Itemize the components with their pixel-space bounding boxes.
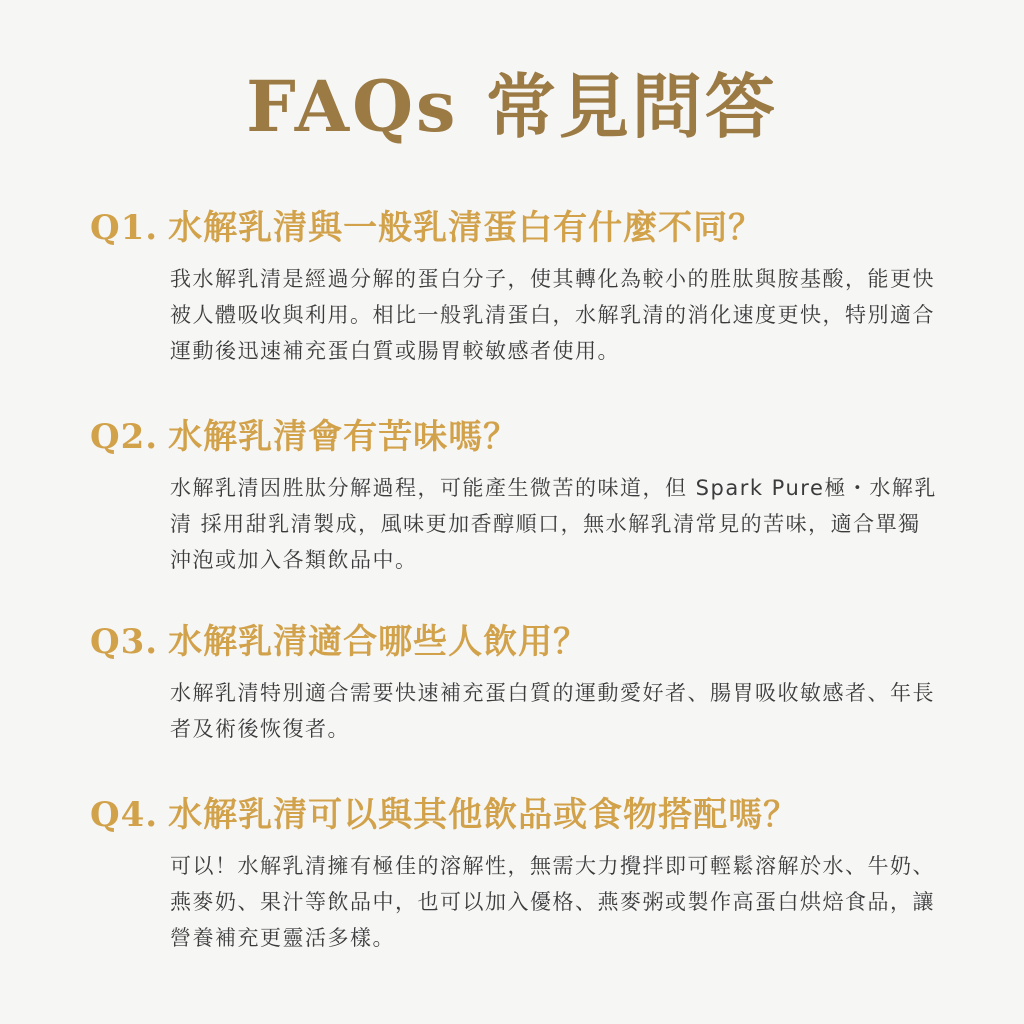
faq-question-number: Q4.	[90, 795, 159, 835]
faq-question-text: 水解乳清與一般乳清蛋白有什麼不同？	[168, 208, 764, 248]
faq-question-number: Q3.	[90, 622, 159, 662]
faq-item-2	[90, 412, 950, 578]
faq-item-1	[90, 203, 950, 369]
faq-question-text: 水解乳清會有苦味嗎？	[168, 417, 519, 457]
faq-item-4	[90, 790, 950, 956]
faq-answer-3: 水解乳清特別適合需要快速補充蛋白質的運動愛好者、腸胃吸收敏感者、年長者及術後恢復者。	[170, 681, 935, 741]
faq-question-number: Q2.	[90, 417, 159, 457]
faq-question-2	[90, 412, 950, 462]
faq-question-text: 水解乳清適合哪些人飲用？	[168, 622, 589, 662]
faq-question-4	[90, 790, 950, 840]
faq-question-1	[90, 203, 950, 253]
page-title: FAQs 常見問答	[246, 65, 778, 148]
faq-answer-2: 水解乳清因胜肽分解過程，可能產生微苦的味道，但 Spark Pure極・水解乳清 採用甜乳清製成，風味更加香醇順口，無水解乳清常見的苦味，適合單獨沖泡或加入各類飲品中。	[170, 476, 937, 572]
faq-item-3	[90, 617, 950, 747]
faq-question-3	[90, 617, 950, 667]
faq-question-text: 水解乳清可以與其他飲品或食物搭配嗎？	[168, 795, 799, 835]
faq-question-number: Q1.	[90, 208, 159, 248]
faq-answer-4: 可以！水解乳清擁有極佳的溶解性，無需大力攪拌即可輕鬆溶解於水、牛奶、燕麥奶、果汁等飲品中，也可以加入優格、燕麥粥或製作高蛋白烘焙食品，讓營養補充更靈活多樣。	[170, 854, 935, 950]
faq-answer-1: 我水解乳清是經過分解的蛋白分子，使其轉化為較小的胜肽與胺基酸，能更快被人體吸收與利用。相比一般乳清蛋白，水解乳清的消化速度更快，特別適合運動後迅速補充蛋白質或腸胃較敏感者使用。	[170, 267, 935, 363]
